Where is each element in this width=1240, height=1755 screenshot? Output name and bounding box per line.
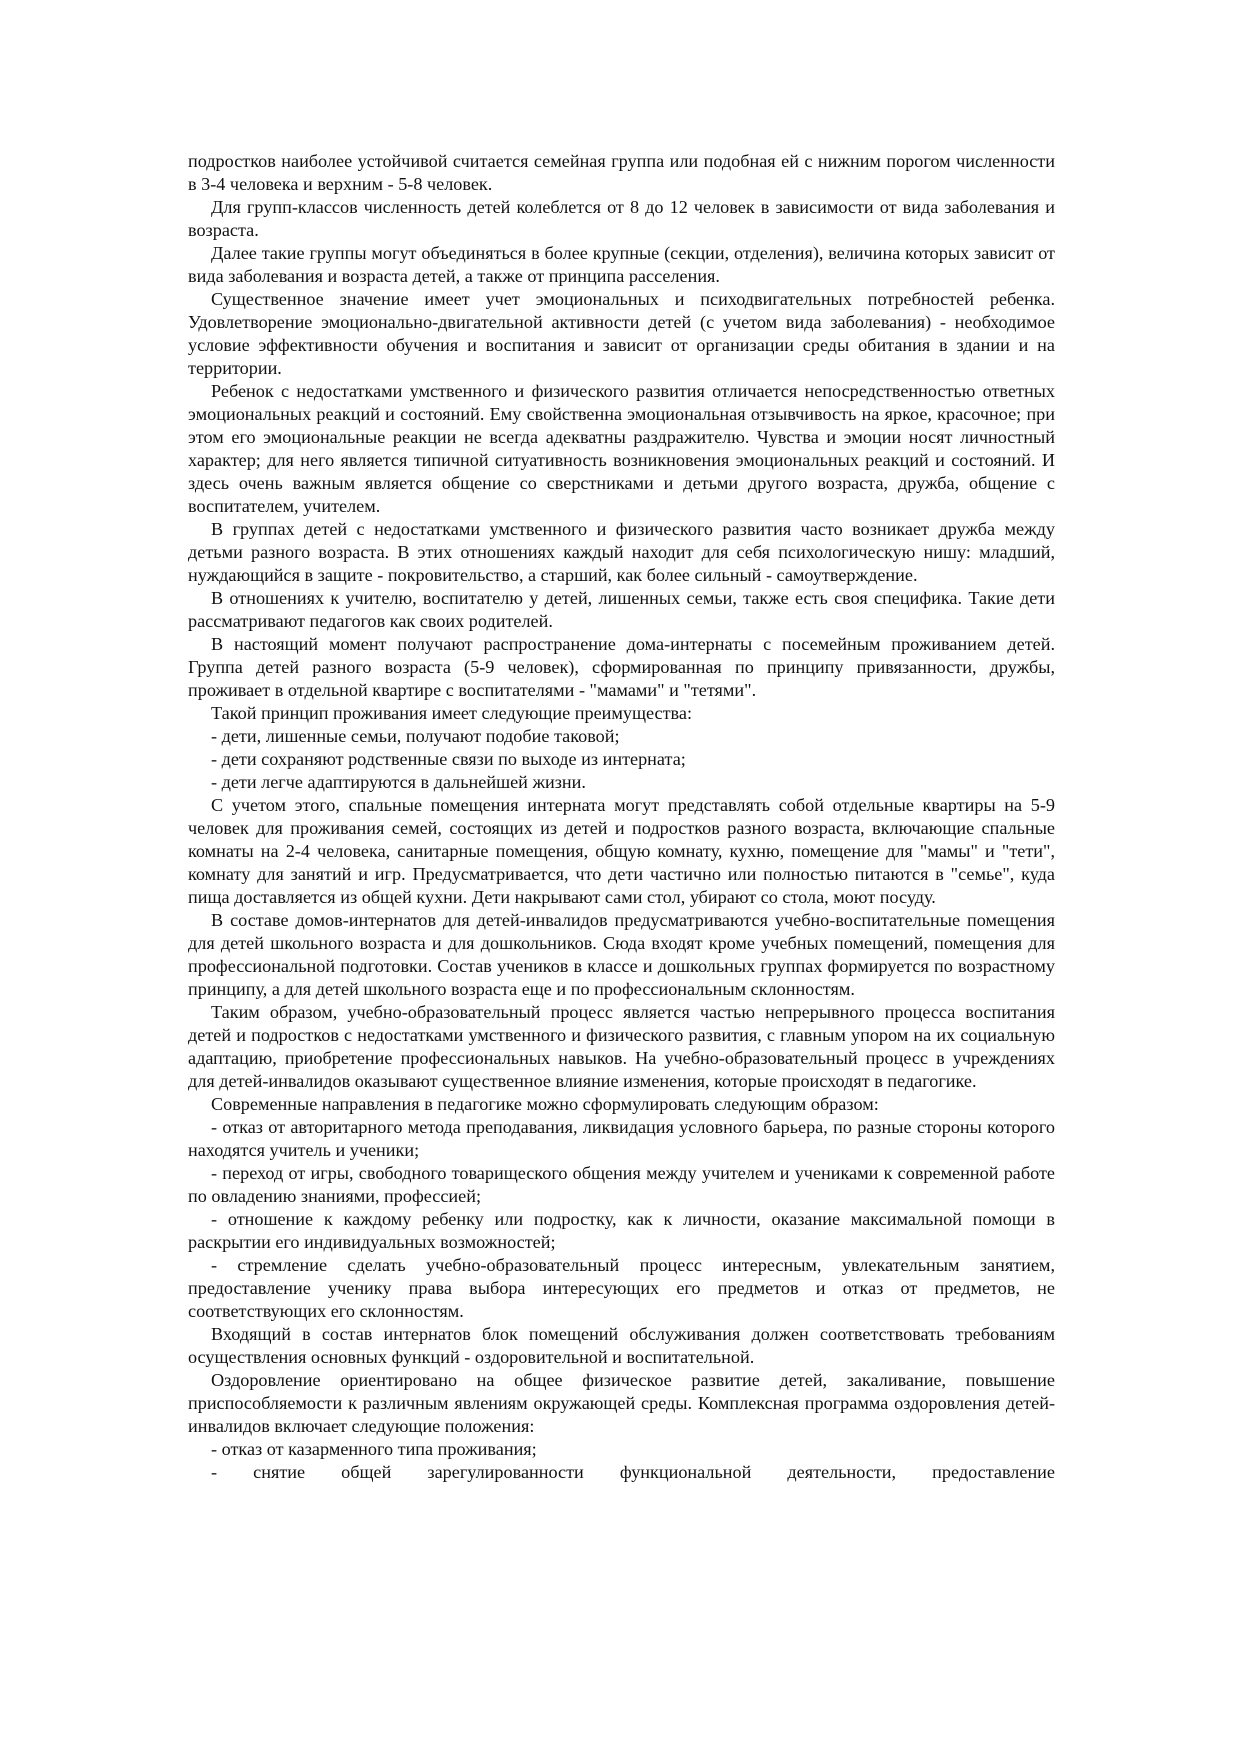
- paragraph: Далее такие группы могут объединяться в более крупные (секции, отделения), величина которых зависит от вида заболевания и возраста детей, а также от принципа расселения.: [188, 243, 1055, 286]
- paragraph: В настоящий момент получают распространение дома-интернаты с посемейным проживанием детей. Группа детей разного возраста (5-9 человек), сформированная по принципу привязанности, дружбы, проживает в отдельной квартире с воспитателями - "мамами" и "тетями".: [188, 634, 1055, 700]
- paragraph: В группах детей с недостатками умственного и физического развития часто возникает дружба между детьми разного возраста. В этих отношениях каждый находит для себя психологическую нишу: младший, нуждающийся в защите - покровительство, а старший, как более сильный - самоутверждение.: [188, 519, 1055, 585]
- paragraph: В составе домов-интернатов для детей-инвалидов предусматриваются учебно-воспитательные помещения для детей школьного возраста и для дошкольников. Сюда входят кроме учебных помещений, помещения для профессиональной подготовки. Состав учеников в классе и дошкольных группах формируется по возрастному принципу, а для детей школьного возраста еще и по профессиональным склонностям.: [188, 910, 1055, 999]
- paragraph: Современные направления в педагогике можно сформулировать следующим образом:: [211, 1094, 879, 1114]
- list-item: - стремление сделать учебно-образовательный процесс интересным, увлекательным занятием, предоставление ученику права выбора интересующих его предметов и отказ от предметов, не соответствующих его склонностям.: [188, 1255, 1055, 1321]
- list-item: - отказ от казарменного типа проживания;: [211, 1439, 537, 1459]
- paragraph: Для групп-классов численность детей колеблется от 8 до 12 человек в зависимости от вида заболевания и возраста.: [188, 197, 1055, 240]
- paragraph: подростков наиболее устойчивой считается семейная группа или подобная ей с нижним порогом численности в 3-4 человека и верхним - 5-8 человек.: [188, 151, 1055, 194]
- list-item: - дети сохраняют родственные связи по выходе из интерната;: [211, 749, 686, 769]
- paragraph: В отношениях к учителю, воспитателю у детей, лишенных семьи, также есть своя специфика. Такие дети рассматривают педагогов как своих родителей.: [188, 588, 1055, 631]
- paragraph: Таким образом, учебно-образовательный процесс является частью непрерывного процесса воспитания детей и подростков с недостатками умственного и физического развития, с главным упором на их социальную адаптацию, приобретение профессиональных навыков. На учебно-образовательный процесс в учреждениях для детей-инвалидов оказывают существенное влияние изменения, которые происходят в педагогике.: [188, 1002, 1055, 1091]
- paragraph: Входящий в состав интернатов блок помещений обслуживания должен соответствовать требованиям осуществления основных функций - оздоровительной и воспитательной.: [188, 1324, 1055, 1367]
- paragraph: Оздоровление ориентировано на общее физическое развитие детей, закаливание, повышение приспособляемости к различным явлениям окружающей среды. Комплексная программа оздоровления детей-инвалидов включает следующие положения:: [188, 1370, 1055, 1436]
- paragraph: С учетом этого, спальные помещения интерната могут представлять собой отдельные квартиры на 5-9 человек для проживания семей, состоящих из детей и подростков разного возраста, включающие спальные комнаты на 2-4 человека, санитарные помещения, общую комнату, кухню, помещение для "мамы" и "тети", комнату для занятий и игр. Предусматривается, что дети частично или полностью питаются в "семье", куда пища доставляется из общей кухни. Дети накрывают сами стол, убирают со стола, моют посуду.: [188, 795, 1055, 907]
- paragraph: Существенное значение имеет учет эмоциональных и психодвигательных потребностей ребенка. Удовлетворение эмоционально-двигательной активности детей (с учетом вида заболевания) - необходимое условие эффективности обучения и воспитания и зависит от организации среды обитания в здании и на территории.: [188, 289, 1055, 378]
- document-page: [188, 150, 1055, 1484]
- paragraph: Ребенок с недостатками умственного и физического развития отличается непосредственностью ответных эмоциональных реакций и состояний. Ему свойственна эмоциональная отзывчивость на яркое, красочное; при этом его эмоциональные реакции не всегда адекватны раздражителю. Чувства и эмоции носят личностный характер; для него является типичной ситуативность возникновения эмоциональных реакций и состояний. И здесь очень важным является общение со сверстниками и детьми другого возраста, дружба, общение с воспитателем, учителем.: [188, 381, 1055, 516]
- list-item: - отношение к каждому ребенку или подростку, как к личности, оказание максимальной помощи в раскрытии его индивидуальных возможностей;: [188, 1209, 1055, 1252]
- list-item: - дети, лишенные семьи, получают подобие таковой;: [211, 726, 620, 746]
- list-item: - дети легче адаптируются в дальнейшей жизни.: [211, 772, 586, 792]
- list-item: - снятие общей зарегулированности функциональной деятельности, предоставление: [211, 1462, 1055, 1482]
- paragraph: Такой принцип проживания имеет следующие преимущества:: [211, 703, 693, 723]
- list-item: - переход от игры, свободного товарищеского общения между учителем и учениками к современной работе по овладению знаниями, профессией;: [188, 1163, 1055, 1206]
- list-item: - отказ от авторитарного метода преподавания, ликвидация условного барьера, по разные стороны которого находятся учитель и ученики;: [188, 1117, 1055, 1160]
